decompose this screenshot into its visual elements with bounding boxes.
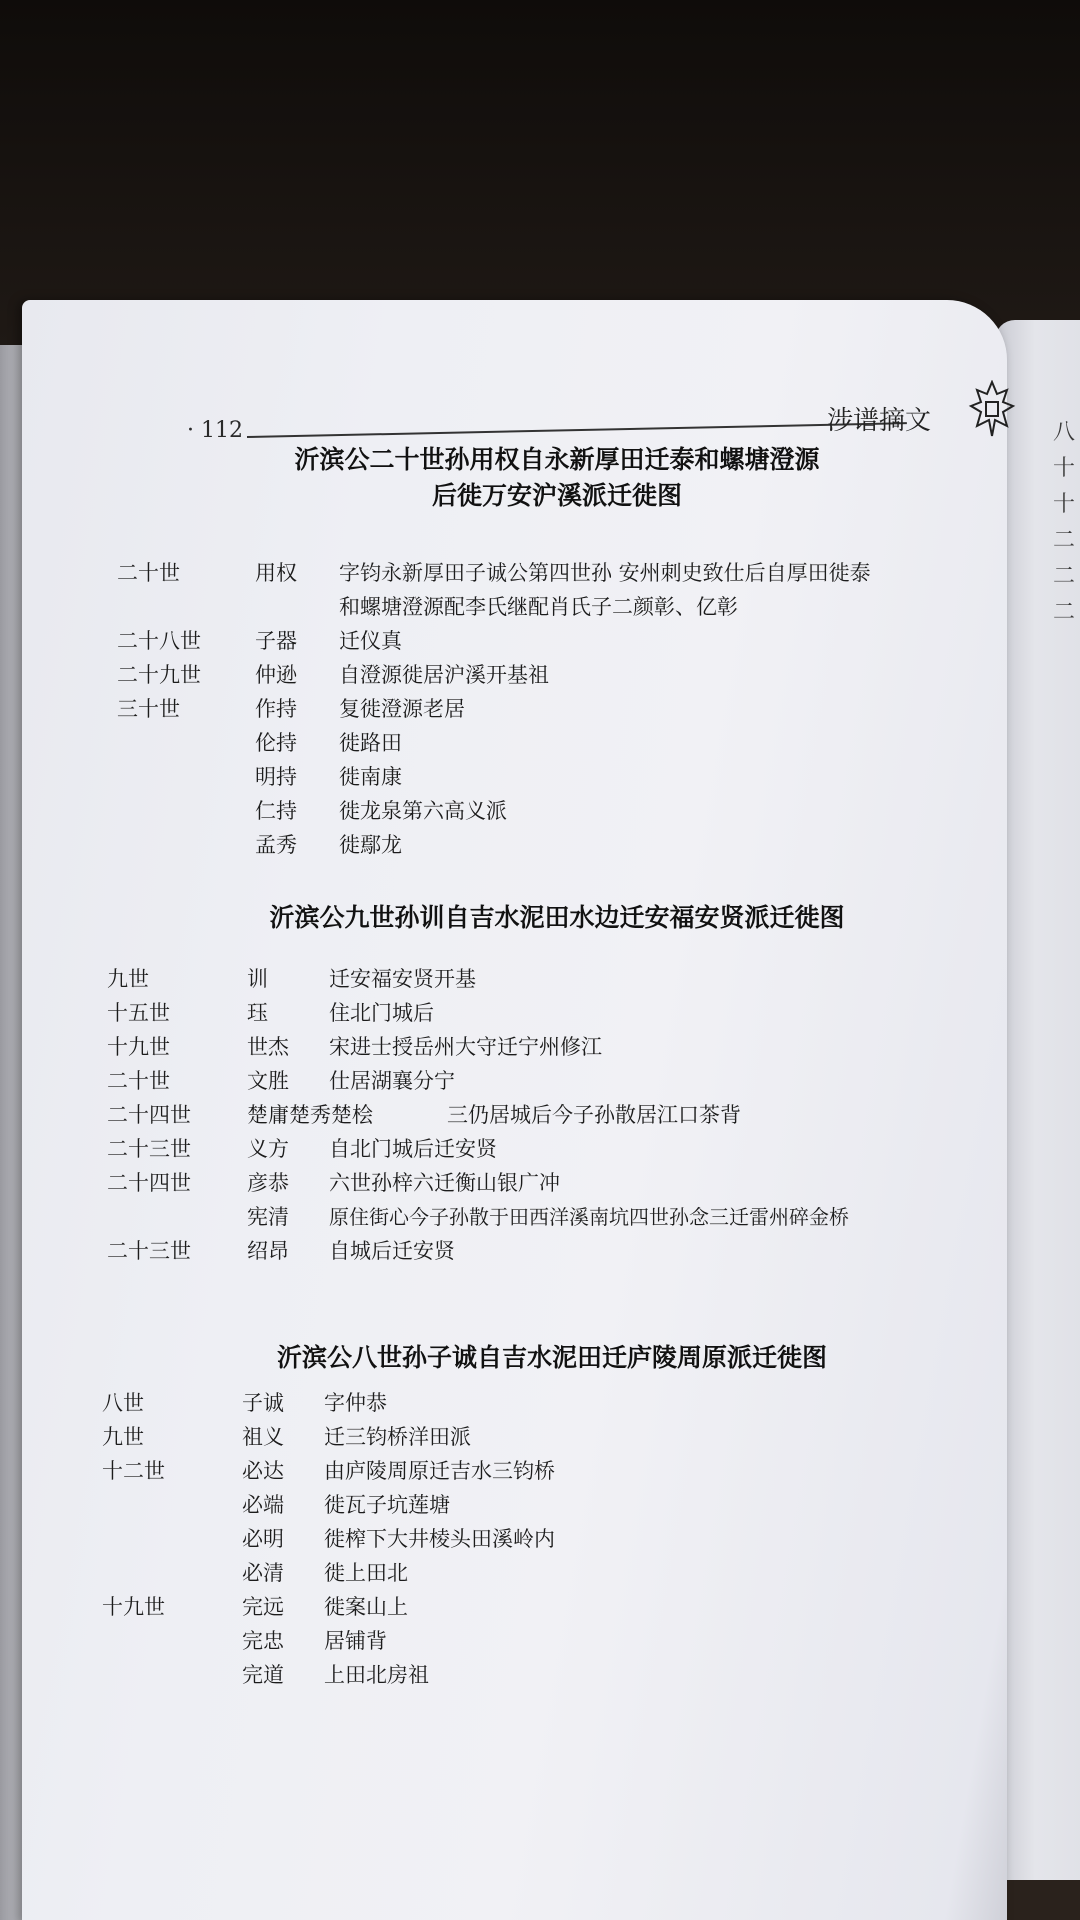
migration-note: 迁三钧桥洋田派 [324,1425,471,1449]
migration-note: 原住街心今子孙散于田西洋溪南坑四世孙念三迁雷州碎金桥 [329,1205,849,1229]
genealogy-row [102,1658,932,1692]
generation: 二十四世 [107,1171,191,1195]
migration-note: 徙路田 [339,731,402,755]
migration-note: 居铺背 [324,1629,387,1653]
genealogy-row [117,624,937,658]
section-title-line: 沂滨公八世孙子诚自吉水泥田迁庐陵周原派迁徙图 [276,1343,827,1372]
person-name: 仲逊 [255,663,297,687]
section-title-line: 沂滨公九世孙训自吉水泥田水边迁安福安贤派迁徙图 [269,903,845,932]
generation: 二十世 [117,561,180,585]
page-number: · 112 [187,418,243,443]
genealogy-row [107,1030,937,1064]
migration-note: 徙榨下大井棱头田溪岭内 [324,1527,555,1551]
genealogy-row [107,1234,937,1268]
migration-note: 仕居湖襄分宁 [329,1069,455,1093]
person-name: 完道 [242,1663,284,1687]
person-name: 必端 [242,1493,284,1517]
section-title-line: 沂滨公二十世孙用权自永新厚田迁泰和螺塘澄源 [294,445,820,474]
header-rule [247,422,907,438]
book-emblem-icon [967,380,1017,440]
migration-note: 上田北房祖 [324,1663,429,1687]
migration-section-1 [117,442,937,862]
person-name: 必达 [242,1459,284,1483]
generation: 二十世 [107,1069,170,1093]
person-name: 必明 [242,1527,284,1551]
migration-note: 自北门城后迁安贤 [329,1137,497,1161]
genealogy-row [117,556,937,590]
genealogy-row [117,794,937,828]
person-name: 珏 [247,1001,268,1025]
generation: 十五世 [107,1001,170,1025]
migration-note: 自澄源徙居沪溪开基祖 [339,663,549,687]
genealogy-row [107,1098,937,1132]
generation: 二十四世 [107,1103,191,1127]
genealogy-row [107,1200,937,1234]
generation: 十九世 [102,1595,165,1619]
generation: 二十九世 [117,663,201,687]
genealogy-list [117,556,937,862]
generation: 三十世 [117,697,180,721]
person-name: 用权 [255,561,297,585]
adjacent-page-fragments: 八 十 十 二 二 二 [1053,420,1076,625]
adjacent-page [995,320,1080,1880]
genealogy-row [102,1488,932,1522]
migration-note: 三仍居城后今子孙散居江口茶背 [447,1103,741,1127]
person-name: 子器 [255,629,297,653]
running-title: 涉谱摘文 [827,406,932,436]
generation: 二十三世 [107,1239,191,1263]
section-title [107,900,937,936]
migration-note: 字钧永新厚田子诚公第四世孙 安州刺史致仕后自厚田徙泰 [339,561,871,585]
genealogy-row [117,692,937,726]
migration-note: 自城后迁安贤 [329,1239,455,1263]
migration-note: 徙瓦子坑莲塘 [324,1493,450,1517]
person-name: 文胜 [247,1069,289,1093]
migration-note: 徙南康 [339,765,402,789]
migration-section-3 [102,1340,932,1692]
genealogy-row [117,828,937,862]
person-name: 楚庸楚秀楚桧 [247,1103,373,1127]
genealogy-row [107,1064,937,1098]
genealogy-row [102,1420,932,1454]
genealogy-row [102,1454,932,1488]
genealogy-row [107,1166,937,1200]
genealogy-row [117,726,937,760]
generation: 十九世 [107,1035,170,1059]
person-name: 祖义 [242,1425,284,1449]
migration-note: 徙龙泉第六高义派 [339,799,507,823]
migration-note: 迁仪真 [339,629,402,653]
generation: 二十八世 [117,629,201,653]
genealogy-row [107,996,937,1030]
migration-note: 徙案山上 [324,1595,408,1619]
migration-note: 和螺塘澄源配李氏继配肖氏子二颜彰、亿彰 [339,595,738,619]
section-title [117,442,937,514]
person-name: 孟秀 [255,833,297,857]
migration-section-2 [107,900,937,1268]
genealogy-list [102,1386,932,1692]
genealogy-row [102,1624,932,1658]
genealogy-row [102,1590,932,1624]
generation: 十二世 [102,1459,165,1483]
book-page [22,300,1007,1920]
generation: 八世 [102,1391,144,1415]
person-name: 彦恭 [247,1171,289,1195]
migration-note: 字仲恭 [324,1391,387,1415]
migration-note: 由庐陵周原迁吉水三钧桥 [324,1459,555,1483]
genealogy-row [107,962,937,996]
generation: 二十三世 [107,1137,191,1161]
genealogy-row [102,1522,932,1556]
section-title-line: 后徙万安沪溪派迁徙图 [431,481,682,510]
person-name: 子诚 [242,1391,284,1415]
migration-note: 宋进士授岳州大守迁宁州修江 [329,1035,602,1059]
person-name: 完远 [242,1595,284,1619]
generation: 九世 [107,967,149,991]
genealogy-row [102,1386,932,1420]
person-name: 绍昂 [247,1239,289,1263]
person-name: 完忠 [242,1629,284,1653]
generation: 九世 [102,1425,144,1449]
genealogy-list [107,962,937,1268]
person-name: 训 [247,967,268,991]
migration-note: 徙上田北 [324,1561,408,1585]
person-name: 作持 [255,697,297,721]
person-name: 仁持 [255,799,297,823]
migration-note: 复徙澄源老居 [339,697,465,721]
person-name: 明持 [255,765,297,789]
person-name: 伦持 [255,731,297,755]
migration-note: 住北门城后 [329,1001,434,1025]
person-name: 必清 [242,1561,284,1585]
migration-note: 迁安福安贤开基 [329,967,476,991]
person-name: 宪清 [247,1205,289,1229]
genealogy-row [102,1556,932,1590]
genealogy-row [117,760,937,794]
section-title [102,1340,932,1376]
genealogy-row [117,590,937,624]
genealogy-row [117,658,937,692]
migration-note: 六世孙梓六迁衡山银广冲 [329,1171,560,1195]
genealogy-row [107,1132,937,1166]
person-name: 义方 [247,1137,289,1161]
migration-note: 徙鄢龙 [339,833,402,857]
person-name: 世杰 [247,1035,289,1059]
